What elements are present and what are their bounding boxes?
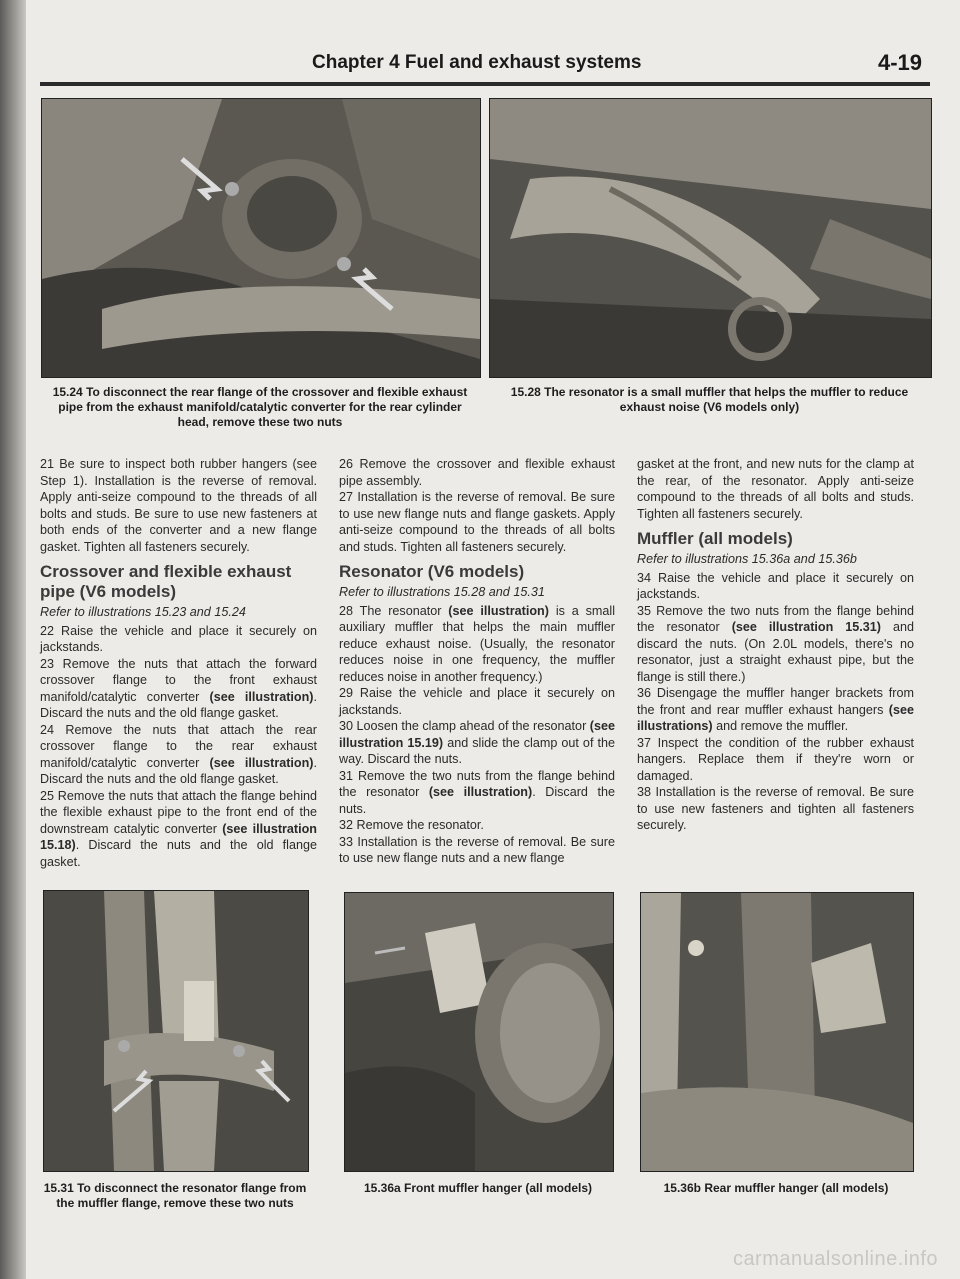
step-29: 29 Raise the vehicle and place it securely on jackstands. [339, 686, 616, 717]
step-25: 25 Remove the nuts that attach the flange behind the flexible exhaust pipe to the front end of the downstream catalytic converter (see illustration 15.18). Discard the nuts and the old flange gasket. [40, 788, 318, 869]
step-32: 32 Remove the resonator. [339, 818, 484, 832]
step-33-continued: gasket at the front, and new nuts for the clamp at the rear, of the resonator. Apply anti-seize compound to the threads of all bolts and studs. Tighten all fasteners securely. [637, 457, 914, 521]
caption-15-36b: 15.36b Rear muffler hanger (all models) [663, 1181, 889, 1195]
photo-15-31-resonator-flange [43, 890, 309, 1172]
step-21: 21 Be sure to inspect both rubber hangers (see Step 1). Installation is the reverse of removal. Apply anti-seize compound to the threads of all bolts and studs. Be sure to use new fasteners at both ends of the converter and a new flange gasket. Tighten all fasteners securely. [40, 457, 317, 554]
photo-15-36b-rear-muffler-hanger [640, 892, 914, 1172]
section-heading-crossover: Crossover and flexible exhaust pipe (V6 models) [40, 562, 292, 601]
caption-15-36a: 15.36a Front muffler hanger (all models) [363, 1181, 593, 1195]
step-23: 23 Remove the nuts that attach the forward crossover flange to the front exhaust manifold/catalytic converter (see illustration). Discard the nuts and the old flange gasket. [40, 656, 318, 720]
step-28: 28 The resonator (see illustration) is a small auxiliary muffler that helps the main muffler reduce exhaust noise. (Usually, the resonator reduces noise in one frequency, the muffler reduces noise in another frequency.) [339, 603, 616, 684]
text-column-1 [40, 456, 317, 870]
step-30: 30 Loosen the clamp ahead of the resonator (see illustration 15.19) and slide the clamp out of the way. Discard the nuts. [339, 719, 615, 766]
caption-15-24: 15.24 To disconnect the rear flange of the crossover and flexible exhaust pipe from the exhaust manifold/catalytic converter for the rear cylinder head, remove these two nuts [52, 385, 468, 429]
text-column-2 [339, 456, 615, 867]
step-33: 33 Installation is the reverse of removal. Be sure to use new flange nuts and a new flange [339, 834, 615, 865]
step-26: 26 Remove the crossover and flexible exhaust pipe assembly. [339, 457, 616, 488]
step-27: 27 Installation is the reverse of removal. Be sure to use new flange nuts and flange gaskets. Apply anti-seize compound to the threads of all bolts and studs. Tighten all fasteners securely. [339, 490, 615, 554]
chapter-title: Chapter 4 Fuel and exhaust systems [312, 52, 642, 73]
photo-15-36a-front-muffler-hanger [344, 892, 614, 1172]
page-header [40, 52, 930, 82]
step-36: 36 Disengage the muffler hanger brackets from the front and rear muffler exhaust hangers (see illustrations) and remove the muffler. [637, 686, 914, 733]
step-31: 31 Remove the two nuts from the flange behind the resonator (see illustration). Discard the nuts. [339, 768, 615, 816]
step-38: 38 Installation is the reverse of removal. Be sure to use new fasteners and tighten all fasteners securely. [637, 785, 914, 832]
caption-15-28: 15.28 The resonator is a small muffler that helps the muffler to reduce exhaust noise (V6 models only) [510, 385, 909, 414]
section-ref-crossover: Refer to illustrations 15.23 and 15.24 [40, 605, 246, 619]
page-number: 4-19 [877, 50, 922, 75]
step-22: 22 Raise the vehicle and place it securely on jackstands. [40, 623, 318, 654]
header-rule [40, 82, 930, 86]
section-ref-resonator: Refer to illustrations 15.28 and 15.31 [339, 585, 545, 599]
watermark: carmanualsonline.info [732, 1248, 938, 1270]
step-35: 35 Remove the two nuts from the flange behind the resonator (see illustration 15.31) and discard the nuts. (On 2.0L models, there's no resonator, just a straight exhaust pipe, but the flange is still there.) [637, 603, 915, 684]
section-heading-muffler: Muffler (all models) [637, 529, 793, 548]
page-spine-shadow [0, 0, 26, 1279]
step-37: 37 Inspect the condition of the rubber exhaust hangers. Replace them if they're worn or damaged. [637, 735, 914, 783]
photo-15-28-resonator [489, 98, 932, 378]
photo-15-24-crossover-rear-flange [41, 98, 481, 378]
step-34: 34 Raise the vehicle and place it securely on jackstands. [637, 570, 915, 601]
caption-15-31: 15.31 To disconnect the resonator flange from the muffler flange, remove these two nuts [43, 1181, 307, 1210]
section-ref-muffler: Refer to illustrations 15.36a and 15.36b [637, 552, 857, 566]
step-24: 24 Remove the nuts that attach the rear crossover flange to the rear exhaust manifold/catalytic converter (see illustration). Discard the nuts and the old flange gasket. [40, 722, 318, 786]
section-heading-resonator: Resonator (V6 models) [339, 562, 525, 581]
text-column-3 [637, 456, 914, 834]
